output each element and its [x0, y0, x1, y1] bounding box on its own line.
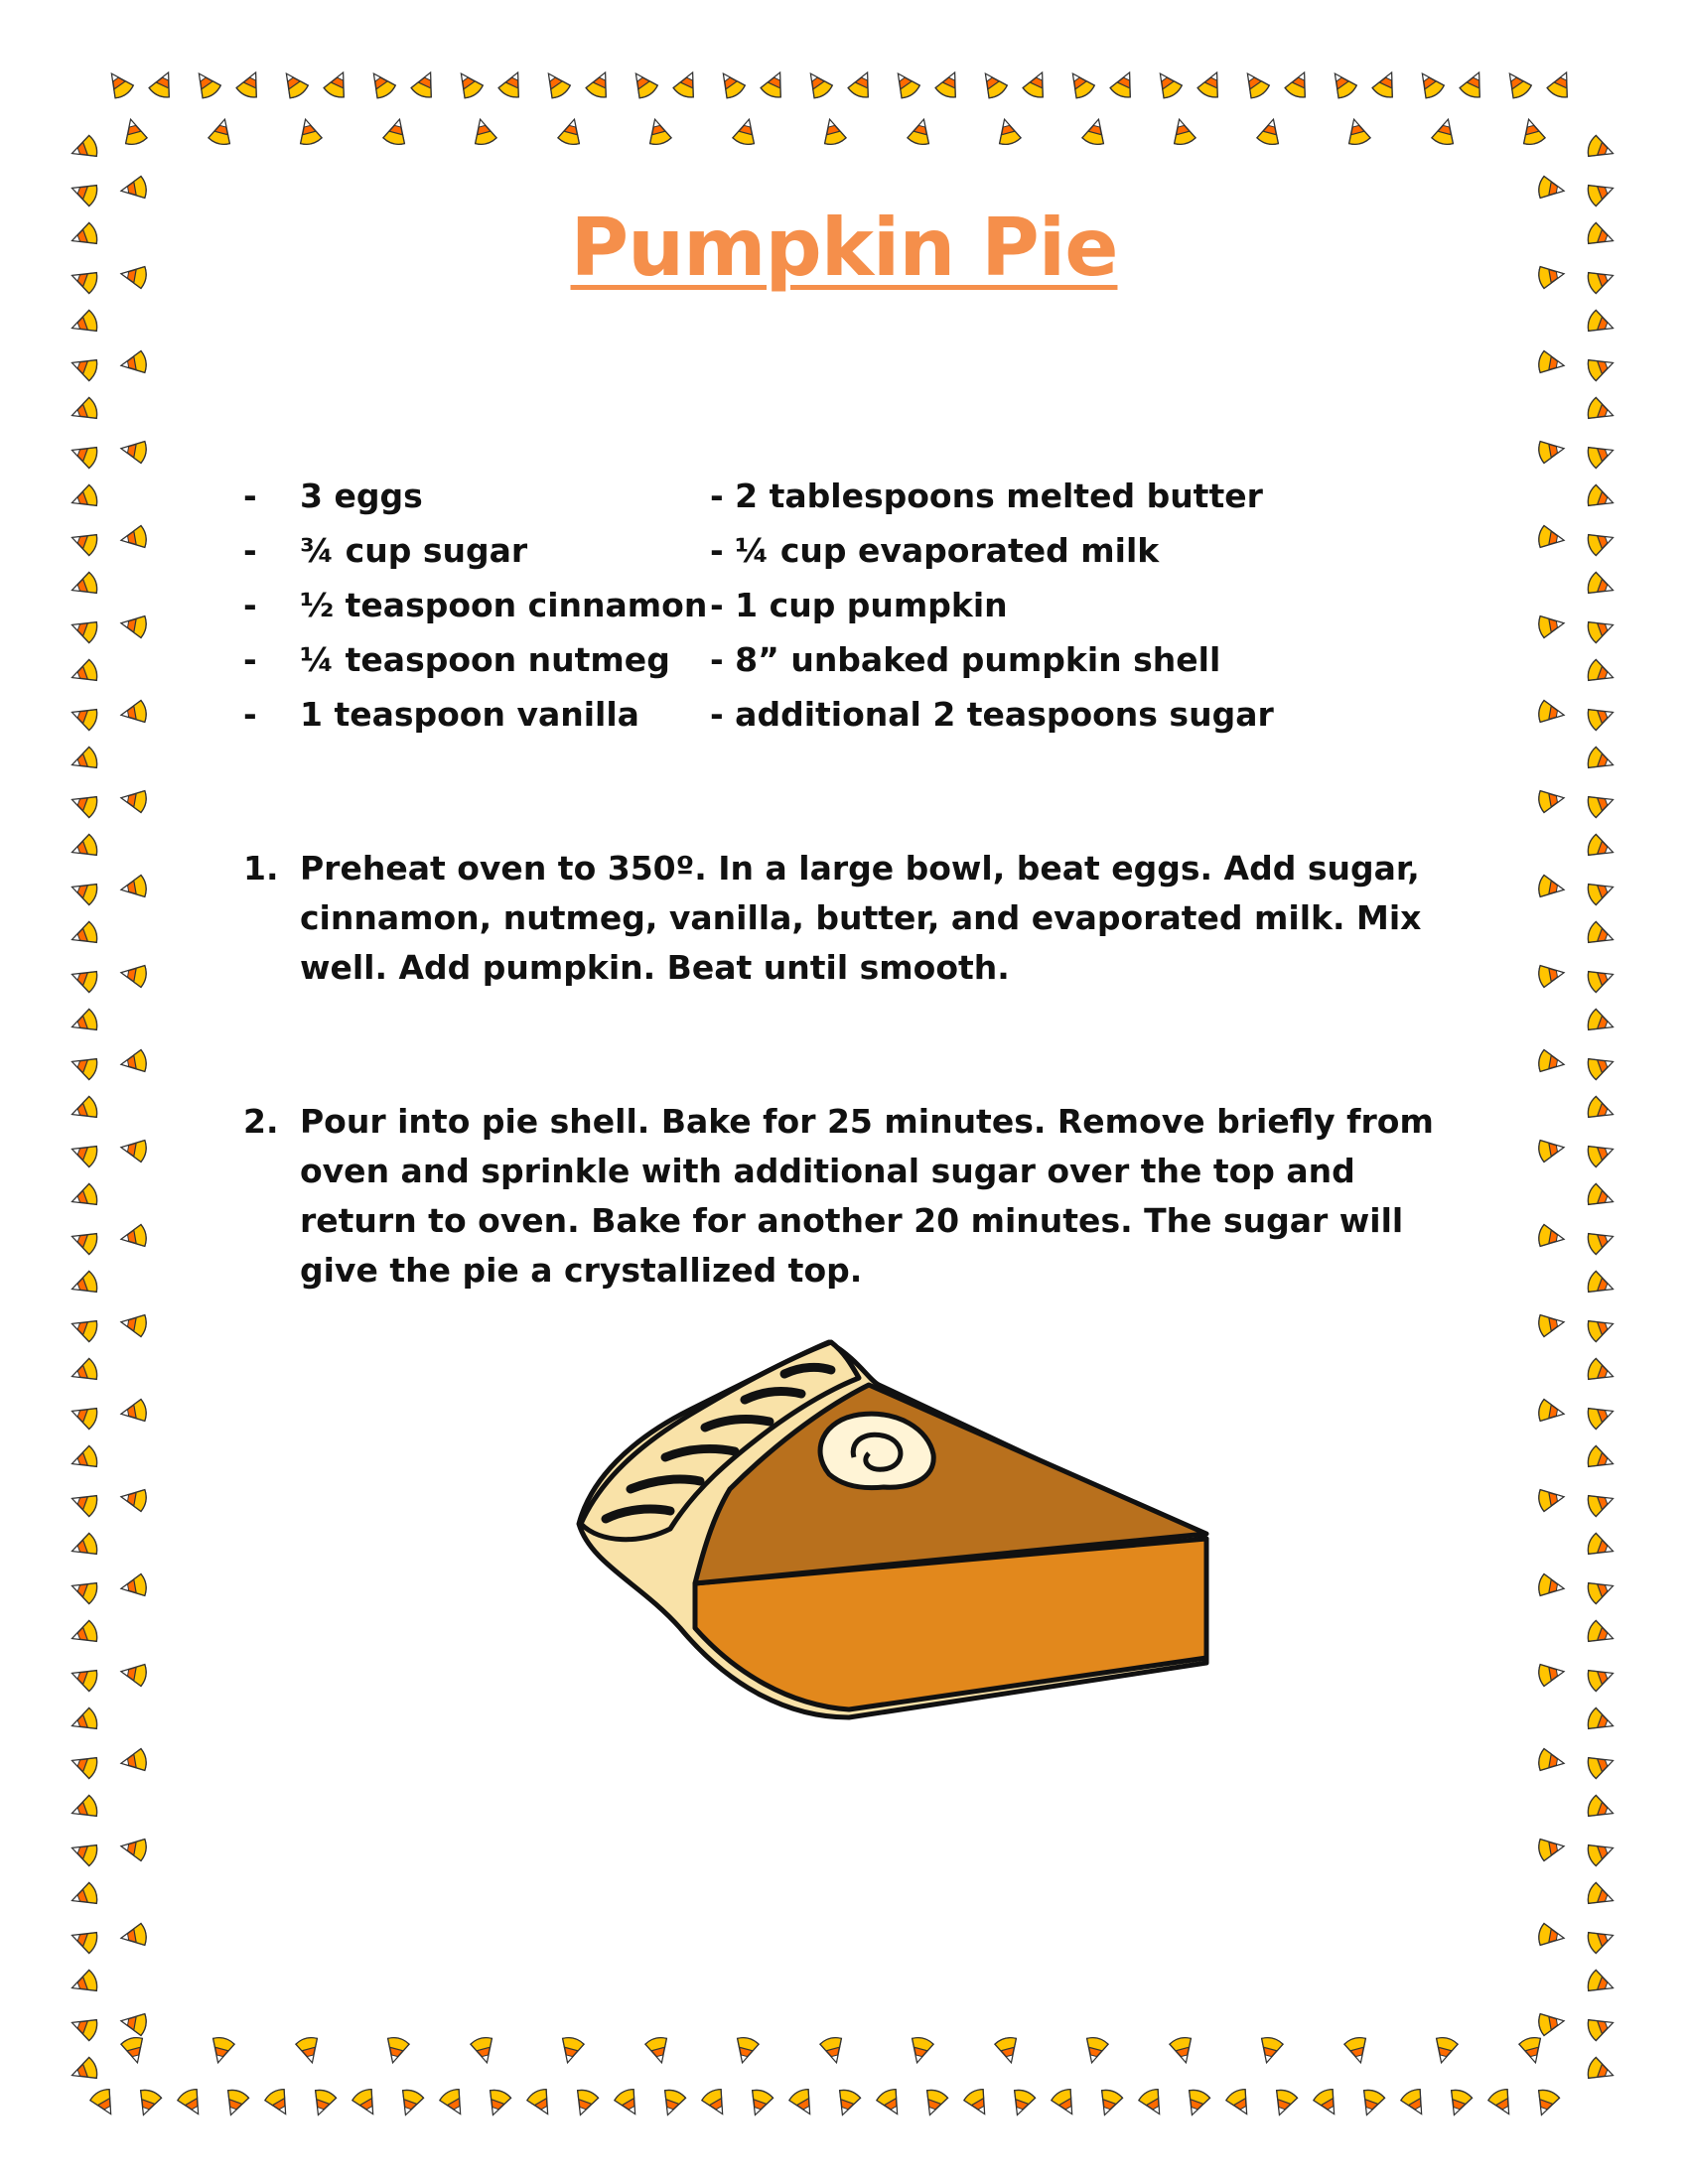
candy-corn-icon — [1224, 2087, 1256, 2119]
step-number: 2. — [243, 1102, 279, 1141]
candy-corn-icon — [525, 2087, 557, 2119]
ingredient-right: - ¼ cup evaporated milk — [710, 531, 1160, 570]
candy-corn-icon — [1399, 2087, 1431, 2119]
candy-corn-icon — [787, 2087, 819, 2119]
candy-corn-icon — [1537, 350, 1565, 376]
candy-corn-icon — [1586, 527, 1617, 556]
ingredient-right: - additional 2 teaspoons sugar — [710, 695, 1274, 734]
candy-corn-icon — [1371, 68, 1402, 100]
candy-corn-icon — [1356, 2088, 1385, 2118]
candy-corn-icon — [919, 2088, 948, 2118]
ingredient-left: ½ teaspoon cinnamon — [300, 586, 708, 624]
ingredient-right: - 1 cup pumpkin — [710, 586, 1008, 624]
candy-corn-icon — [1537, 525, 1565, 551]
candy-corn-icon — [120, 117, 148, 147]
candy-corn-icon — [1586, 964, 1617, 993]
candy-corn-icon — [119, 1311, 147, 1337]
candy-corn-icon — [1586, 1750, 1617, 1779]
candy-corn-icon — [1586, 1401, 1617, 1430]
candy-corn-icon — [119, 1748, 147, 1774]
candy-corn-icon — [119, 613, 147, 638]
candy-corn-icon — [1586, 572, 1617, 601]
candy-corn-icon — [119, 350, 147, 376]
candy-corn-icon — [585, 68, 616, 100]
ingredient-right: - 8” unbaked pumpkin shell — [710, 640, 1221, 679]
candy-corn-icon — [1312, 2087, 1343, 2119]
candy-corn-icon — [1007, 2088, 1036, 2118]
candy-corn-icon — [1586, 1838, 1617, 1866]
candy-corn-icon — [1081, 2036, 1109, 2066]
candy-corn-icon — [69, 789, 99, 818]
candy-corn-icon — [1586, 1051, 1617, 1080]
candy-corn-icon — [1586, 1663, 1617, 1692]
candy-corn-icon — [119, 1573, 147, 1599]
candy-corn-icon — [119, 1049, 147, 1075]
candy-corn-icon — [1586, 484, 1617, 513]
candy-corn-icon — [934, 68, 965, 100]
candy-corn-icon — [69, 1271, 99, 1299]
candy-corn-icon — [1586, 921, 1617, 950]
candy-corn-icon — [69, 1795, 99, 1824]
list-item — [243, 523, 1336, 578]
candy-corn-icon — [994, 117, 1022, 147]
candy-corn-icon — [557, 2036, 585, 2066]
candy-corn-icon — [133, 2088, 162, 2118]
candy-corn-icon — [732, 2036, 760, 2066]
candy-corn-icon — [69, 964, 99, 993]
candy-corn-icon — [657, 2088, 686, 2118]
candy-corn-icon — [1050, 2087, 1081, 2119]
candy-corn-icon — [119, 1923, 147, 1949]
candy-corn-icon — [69, 1533, 99, 1562]
candy-corn-icon — [395, 2088, 424, 2118]
candy-corn-icon — [119, 1224, 147, 1250]
candy-corn-icon — [1586, 352, 1617, 381]
candy-corn-icon — [453, 68, 485, 100]
bullet-dash: - — [243, 586, 257, 624]
ingredient-left: 3 eggs — [300, 477, 423, 515]
candy-corn-icon — [69, 659, 99, 688]
candy-corn-icon — [1586, 834, 1617, 863]
candy-corn-icon — [1256, 117, 1284, 147]
candy-corn-icon — [1431, 117, 1459, 147]
candy-corn-icon — [69, 440, 99, 469]
candy-corn-icon — [69, 527, 99, 556]
candy-corn-icon — [69, 2012, 99, 2041]
candy-corn-icon — [1537, 438, 1565, 464]
candy-corn-icon — [875, 2087, 907, 2119]
candy-corn-icon — [69, 1358, 99, 1387]
candy-corn-icon — [1486, 2087, 1518, 2119]
candy-corn-icon — [715, 68, 747, 100]
candy-corn-icon — [1537, 1137, 1565, 1162]
candy-corn-icon — [69, 1009, 99, 1037]
list-item — [243, 687, 1336, 742]
candy-corn-icon — [497, 68, 528, 100]
candy-corn-icon — [69, 1620, 99, 1649]
candy-corn-icon — [351, 2087, 382, 2119]
candy-corn-icon — [1586, 1139, 1617, 1167]
candy-corn-icon — [119, 1836, 147, 1861]
candy-corn-icon — [1239, 68, 1271, 100]
candy-corn-icon — [1586, 1313, 1617, 1342]
ingredient-left: ¾ cup sugar — [300, 531, 528, 570]
candy-corn-icon — [69, 135, 99, 164]
candy-corn-icon — [69, 1663, 99, 1692]
candy-corn-icon — [119, 875, 147, 900]
candy-corn-icon — [483, 2088, 511, 2118]
candy-corn-icon — [119, 962, 147, 988]
candy-corn-icon — [69, 1707, 99, 1736]
candy-corn-icon — [1064, 68, 1096, 100]
candy-corn-icon — [1586, 1183, 1617, 1212]
candy-corn-icon — [119, 2010, 147, 2036]
candy-corn-icon — [1586, 1575, 1617, 1604]
candy-corn-icon — [672, 68, 703, 100]
candy-corn-icon — [1022, 68, 1053, 100]
candy-corn-icon — [1546, 68, 1577, 100]
page-title: Pumpkin Pie — [570, 202, 1118, 294]
candy-corn-icon — [994, 2036, 1022, 2066]
candy-corn-icon — [1109, 68, 1140, 100]
candy-corn-icon — [69, 352, 99, 381]
candy-corn-icon — [69, 1096, 99, 1125]
candy-corn-icon — [1537, 700, 1565, 726]
candy-corn-icon — [1586, 1970, 1617, 1998]
candy-corn-icon — [1586, 2057, 1617, 2086]
candy-corn-icon — [907, 2036, 934, 2066]
candy-corn-icon — [1586, 659, 1617, 688]
candy-corn-icon — [1537, 962, 1565, 988]
candy-corn-icon — [69, 1226, 99, 1255]
candy-corn-icon — [700, 2087, 732, 2119]
candy-corn-icon — [470, 2036, 497, 2066]
candy-corn-icon — [1537, 1224, 1565, 1250]
candy-corn-icon — [819, 2036, 847, 2066]
candy-corn-icon — [470, 117, 497, 147]
candy-corn-icon — [235, 68, 266, 100]
candy-corn-icon — [148, 68, 179, 100]
candy-corn-icon — [1586, 1488, 1617, 1517]
candy-corn-icon — [540, 68, 572, 100]
candy-corn-icon — [69, 1139, 99, 1167]
ingredient-left: 1 teaspoon vanilla — [300, 695, 639, 734]
candy-corn-icon — [1343, 2036, 1371, 2066]
candy-corn-icon — [1537, 1486, 1565, 1512]
candy-corn-icon — [1586, 1096, 1617, 1125]
candy-corn-icon — [69, 834, 99, 863]
candy-corn-icon — [1537, 2010, 1565, 2036]
candy-corn-icon — [847, 68, 878, 100]
candy-corn-icon — [1137, 2087, 1169, 2119]
candy-corn-icon — [1586, 1271, 1617, 1299]
candy-corn-icon — [88, 2087, 120, 2119]
candy-corn-icon — [119, 1399, 147, 1425]
candy-corn-icon — [1537, 1836, 1565, 1861]
candy-corn-icon — [69, 1750, 99, 1779]
candy-corn-icon — [1431, 2036, 1459, 2066]
candy-corn-icon — [570, 2088, 599, 2118]
candy-corn-icon — [644, 117, 672, 147]
candy-corn-icon — [69, 2057, 99, 2086]
candy-corn-icon — [1586, 1707, 1617, 1736]
candy-corn-icon — [1537, 875, 1565, 900]
candy-corn-icon — [119, 700, 147, 726]
candy-corn-icon — [1518, 2036, 1546, 2066]
candy-corn-icon — [1537, 1923, 1565, 1949]
candy-corn-icon — [1537, 1311, 1565, 1337]
candy-corn-icon — [1586, 440, 1617, 469]
candy-corn-icon — [1152, 68, 1184, 100]
candy-corn-icon — [119, 1137, 147, 1162]
candy-corn-icon — [382, 2036, 410, 2066]
candy-corn-icon — [1586, 1925, 1617, 1954]
candy-corn-icon — [1414, 68, 1446, 100]
candy-corn-icon — [1537, 1661, 1565, 1687]
candy-corn-icon — [628, 68, 659, 100]
candy-corn-icon — [119, 525, 147, 551]
ingredient-left: ¼ teaspoon nutmeg — [300, 640, 670, 679]
candy-corn-icon — [1586, 877, 1617, 905]
candy-corn-icon — [1459, 68, 1489, 100]
candy-corn-icon — [1182, 2088, 1210, 2118]
candy-corn-icon — [1586, 135, 1617, 164]
candy-corn-icon — [1586, 1882, 1617, 1911]
candy-corn-icon — [69, 1051, 99, 1080]
candy-corn-icon — [1586, 1445, 1617, 1474]
candy-corn-icon — [1537, 613, 1565, 638]
candy-corn-icon — [557, 117, 585, 147]
candy-corn-icon — [69, 1183, 99, 1212]
candy-corn-icon — [69, 1882, 99, 1911]
candy-corn-icon — [119, 1486, 147, 1512]
candy-corn-icon — [1081, 117, 1109, 147]
candy-corn-icon — [907, 117, 934, 147]
candy-corn-icon — [278, 68, 310, 100]
candy-corn-icon — [208, 2036, 235, 2066]
candy-corn-icon — [1586, 1226, 1617, 1255]
candy-corn-icon — [120, 2036, 148, 2066]
candy-corn-icon — [1284, 68, 1315, 100]
candy-corn-icon — [890, 68, 921, 100]
list-item — [243, 632, 1336, 687]
candy-corn-icon — [119, 787, 147, 813]
candy-corn-icon — [1269, 2088, 1298, 2118]
candy-corn-icon — [263, 2087, 295, 2119]
candy-corn-icon — [1537, 787, 1565, 813]
candy-corn-icon — [1586, 1358, 1617, 1387]
candy-corn-icon — [176, 2087, 208, 2119]
candy-corn-icon — [365, 68, 397, 100]
candy-corn-icon — [69, 1445, 99, 1474]
candy-corn-icon — [1256, 2036, 1284, 2066]
candy-corn-icon — [1537, 1049, 1565, 1075]
candy-corn-icon — [1169, 117, 1196, 147]
candy-corn-icon — [69, 1838, 99, 1866]
candy-corn-icon — [69, 1313, 99, 1342]
candy-corn-icon — [295, 117, 323, 147]
candy-corn-icon — [760, 68, 790, 100]
candy-corn-icon — [613, 2087, 644, 2119]
candy-corn-icon — [745, 2088, 774, 2118]
candy-corn-icon — [1169, 2036, 1196, 2066]
candy-corn-icon — [1094, 2088, 1123, 2118]
candy-corn-icon — [1586, 1620, 1617, 1649]
candy-corn-icon — [119, 1661, 147, 1687]
step-number: 1. — [243, 849, 279, 887]
pumpkin-pie-slice-icon — [571, 1330, 1226, 1727]
candy-corn-icon — [220, 2088, 249, 2118]
candy-corn-icon — [962, 2087, 994, 2119]
candy-corn-icon — [1586, 702, 1617, 731]
candy-corn-icon — [644, 2036, 672, 2066]
candy-corn-icon — [69, 1401, 99, 1430]
candy-corn-icon — [1586, 1533, 1617, 1562]
candy-corn-icon — [438, 2087, 470, 2119]
candy-corn-icon — [69, 747, 99, 775]
candy-corn-icon — [69, 484, 99, 513]
candy-corn-icon — [69, 1970, 99, 1998]
bullet-dash: - — [243, 477, 257, 515]
candy-corn-icon — [69, 397, 99, 426]
candy-corn-icon — [69, 1925, 99, 1954]
candy-corn-icon — [977, 68, 1009, 100]
candy-corn-icon — [69, 310, 99, 339]
ingredient-list — [243, 469, 1336, 742]
candy-corn-icon — [69, 702, 99, 731]
candy-corn-icon — [1586, 397, 1617, 426]
candy-corn-icon — [1327, 68, 1358, 100]
candy-corn-icon — [1444, 2088, 1473, 2118]
candy-corn-icon — [308, 2088, 337, 2118]
candy-corn-icon — [1537, 1399, 1565, 1425]
candy-corn-icon — [1586, 2012, 1617, 2041]
candy-corn-icon — [1531, 2088, 1560, 2118]
candy-corn-icon — [819, 117, 847, 147]
candy-corn-icon — [1586, 789, 1617, 818]
step-text: Pour into pie shell. Bake for 25 minutes. Remove briefly from oven and sprinkle with additional sugar over the top and return to oven. Bake for another 20 minutes. The sugar will give the pie a crystallized top. — [300, 1102, 1434, 1290]
candy-corn-icon — [832, 2088, 861, 2118]
candy-corn-icon — [69, 1488, 99, 1517]
candy-corn-icon — [69, 572, 99, 601]
candy-corn-icon — [1586, 747, 1617, 775]
candy-corn-icon — [382, 117, 410, 147]
candy-corn-icon — [410, 68, 441, 100]
list-item — [243, 578, 1336, 632]
bullet-dash: - — [243, 531, 257, 570]
candy-corn-icon — [1537, 1573, 1565, 1599]
candy-corn-icon — [1343, 117, 1371, 147]
candy-corn-icon — [191, 68, 222, 100]
candy-corn-icon — [323, 68, 353, 100]
candy-corn-icon — [1586, 614, 1617, 643]
bullet-dash: - — [243, 695, 257, 734]
candy-corn-icon — [1586, 1795, 1617, 1824]
candy-corn-icon — [1518, 117, 1546, 147]
candy-corn-icon — [1501, 68, 1533, 100]
candy-corn-icon — [1196, 68, 1227, 100]
candy-corn-icon — [1586, 1009, 1617, 1037]
candy-corn-icon — [1586, 310, 1617, 339]
candy-corn-icon — [69, 1575, 99, 1604]
candy-corn-icon — [69, 877, 99, 905]
list-item — [243, 469, 1336, 523]
candy-corn-icon — [69, 614, 99, 643]
candy-corn-icon — [732, 117, 760, 147]
candy-corn-icon — [103, 68, 135, 100]
candy-corn-icon — [119, 438, 147, 464]
candy-corn-icon — [802, 68, 834, 100]
step-text: Preheat oven to 350º. In a large bowl, beat eggs. Add sugar, cinnamon, nutmeg, vanilla, butter, and evaporated milk. Mix well. Add pumpkin. Beat until smooth. — [300, 849, 1422, 987]
bullet-dash: - — [243, 640, 257, 679]
candy-corn-icon — [208, 117, 235, 147]
candy-corn-icon — [295, 2036, 323, 2066]
candy-corn-icon — [69, 921, 99, 950]
ingredient-right: - 2 tablespoons melted butter — [710, 477, 1263, 515]
candy-corn-icon — [1537, 1748, 1565, 1774]
